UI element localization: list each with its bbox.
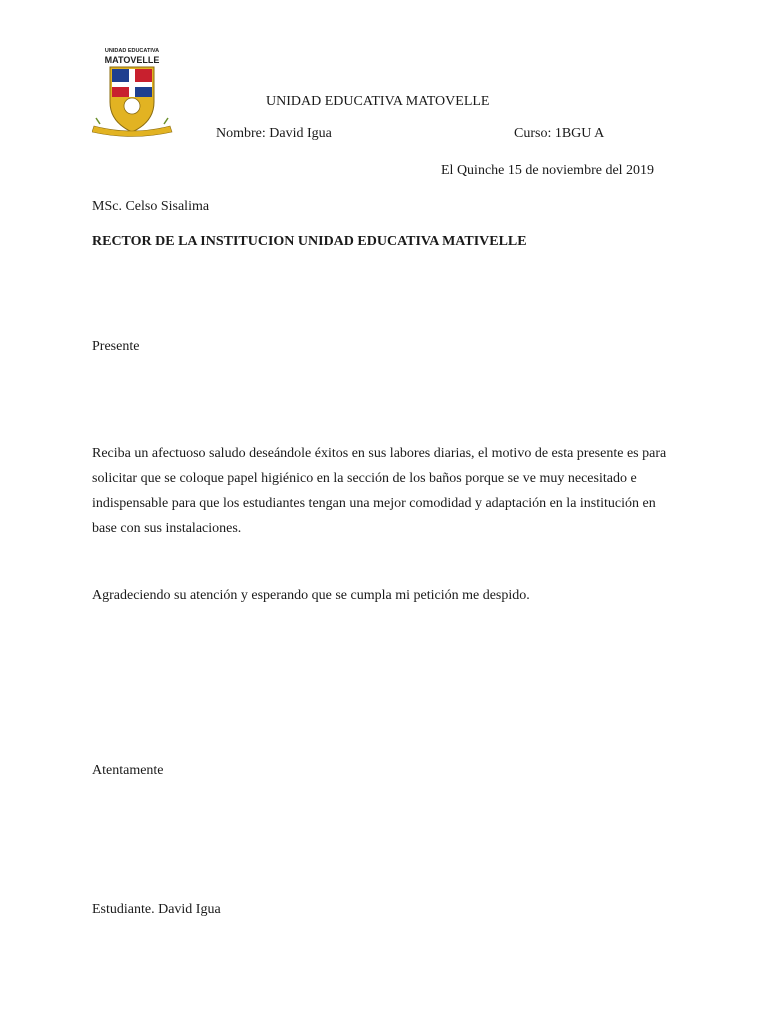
logo-line2: MATOVELLE bbox=[104, 55, 160, 65]
letter-date: El Quinche 15 de noviembre del 2019 bbox=[441, 163, 655, 178]
recipient-title: RECTOR DE LA INSTITUCION UNIDAD EDUCATIVA MATIVELLE bbox=[92, 234, 527, 249]
student-name: Nombre: David Igua bbox=[216, 126, 332, 141]
course-label: Curso: 1BGU A bbox=[514, 126, 605, 141]
school-name: UNIDAD EDUCATIVA MATOVELLE bbox=[266, 94, 490, 109]
school-logo bbox=[92, 44, 192, 140]
farewell: Atentamente bbox=[92, 763, 164, 778]
greeting: Presente bbox=[92, 339, 140, 354]
letter-body: Reciba un afectuoso saludo deseándole éxitos en sus labores diarias, el motivo de esta presente es para solicitar que se coloque papel higiénico en la sección de los baños porque se ve muy necesitado e indispensable para que los estudiantes tengan una mejor comodidad y adaptación en la institución en base con sus instalaciones. bbox=[92, 446, 667, 536]
recipient-name: MSc. Celso Sisalima bbox=[92, 199, 210, 214]
closing-line: Agradeciendo su atención y esperando que se cumpla mi petición me despido. bbox=[92, 588, 530, 603]
logo-line1: UNIDAD EDUCATIVA bbox=[104, 48, 160, 54]
school-crest bbox=[92, 44, 192, 140]
signature: Estudiante. David Igua bbox=[92, 902, 221, 917]
